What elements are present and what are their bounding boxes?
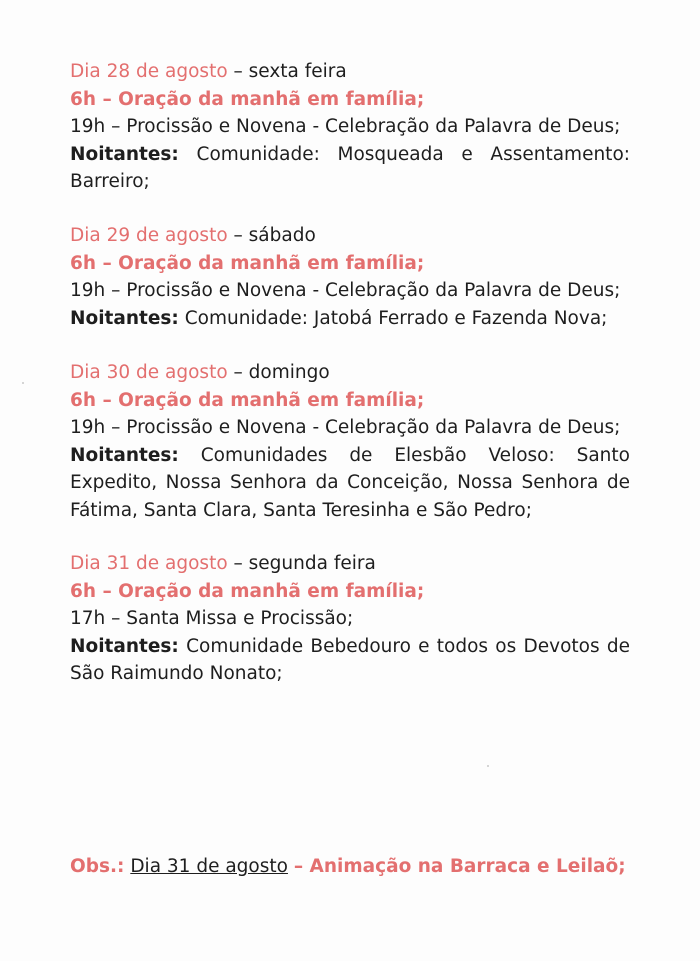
day-heading [70, 550, 630, 578]
noitantes-text: Comunidade: Jatobá Ferrado e Fazenda Nova; [184, 307, 608, 329]
day-block-28 [70, 58, 630, 196]
obs-date: Dia 31 de agosto [130, 856, 288, 877]
day-date: Dia 31 de agosto [70, 553, 228, 574]
noitantes-text: Comunidades de Elesbão Veloso: Santo Expedito, Nossa Senhora da Conceição, Nossa Senhora de Fátima, Santa Clara, Santa Teresinha e São Pedro; [70, 444, 630, 521]
noitantes-line [70, 305, 630, 333]
evening-celebration: 19h – Procissão e Novena - Celebração da Palavra de Deus; [70, 417, 621, 438]
day-block-30 [70, 359, 630, 524]
noitantes-line [70, 141, 630, 196]
noitantes-label: Noitantes: [70, 444, 179, 466]
evening-celebration: 17h – Santa Missa e Procissão; [70, 608, 354, 629]
day-date: Dia 29 de agosto [70, 225, 228, 246]
morning-prayer: 6h – Oração da manhã em família; [70, 88, 425, 110]
noitantes-line [70, 442, 630, 525]
day-weekday: – segunda feira [233, 553, 376, 574]
evening-celebration: 19h – Procissão e Novena - Celebração da Palavra de Deus; [70, 280, 621, 301]
scan-speck [487, 765, 489, 767]
noitantes-label: Noitantes: [70, 635, 179, 657]
scan-speck [22, 382, 24, 384]
day-date: Dia 30 de agosto [70, 362, 228, 383]
morning-prayer: 6h – Oração da manhã em família; [70, 580, 425, 602]
noitantes-text: Comunidade Bebedouro e todos os Devotos de São Raimundo Nonato; [70, 635, 630, 684]
day-heading [70, 58, 630, 86]
noitantes-label: Noitantes: [70, 307, 179, 329]
obs-label: Obs.: [70, 856, 125, 877]
noitantes-text: Comunidade: Mosqueada e Assentamento: Barreiro; [70, 143, 630, 192]
observation-note [70, 853, 626, 881]
day-weekday: – domingo [233, 362, 330, 383]
morning-prayer: 6h – Oração da manhã em família; [70, 252, 425, 274]
evening-celebration: 19h – Procissão e Novena - Celebração da Palavra de Deus; [70, 116, 621, 137]
obs-text: – Animação na Barraca e Leilaõ; [293, 856, 626, 877]
day-heading [70, 222, 630, 250]
day-date: Dia 28 de agosto [70, 61, 228, 82]
day-weekday: – sexta feira [233, 61, 347, 82]
day-block-29 [70, 222, 630, 332]
noitantes-line [70, 633, 630, 688]
day-heading [70, 359, 630, 387]
day-weekday: – sábado [233, 225, 316, 246]
morning-prayer: 6h – Oração da manhã em família; [70, 389, 425, 411]
day-block-31 [70, 550, 630, 688]
noitantes-label: Noitantes: [70, 143, 179, 165]
